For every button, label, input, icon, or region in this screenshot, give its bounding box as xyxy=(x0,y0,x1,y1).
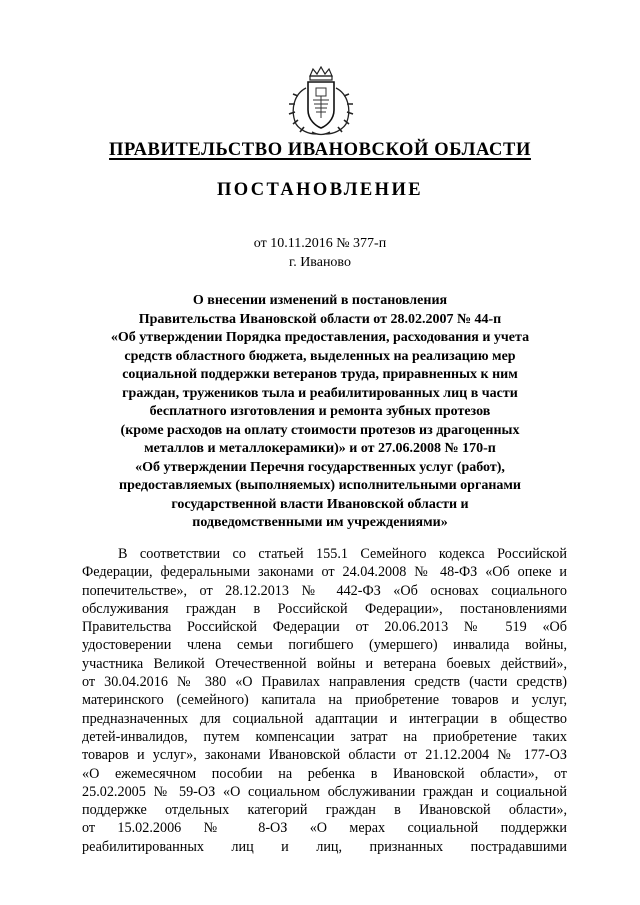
body-line: от 30.04.2016 № 380 «О Правилах направления средств (части средств) xyxy=(82,674,567,691)
body-line: материнского (семейного) капитала на приобретение товаров и услуг, xyxy=(82,692,567,709)
subject-line: «Об утверждении Порядка предоставления, расходования и учета xyxy=(110,330,530,345)
body-paragraph xyxy=(82,545,567,856)
subject-line: предоставляемых (выполняемых) исполнительными органами xyxy=(119,478,521,493)
body-line: В соответствии со статьей 155.1 Семейного кодекса Российской xyxy=(118,546,567,562)
subject-line: граждан, тружеников тыла и реабилитированных лиц в части xyxy=(122,385,518,401)
date-number: от 10.11.2016 № 377-п xyxy=(253,236,387,251)
subject-line: бесплатного изготовления и ремонта зубных протезов xyxy=(149,404,491,419)
body-line: Федерации, федеральными законами от 24.04.2008 № 48-ФЗ «Об опеке и xyxy=(82,564,567,581)
body-line: «О ежемесячном пособии на ребенка в Ивановской области», от xyxy=(82,765,567,782)
subject-line: О внесении изменений в постановления xyxy=(192,293,448,308)
subject-line: средств областного бюджета, выделенных на реализацию мер xyxy=(124,348,516,364)
subject-line: металлов и металлокерамики)» и от 27.06.2008 № 170-п xyxy=(144,441,496,456)
subject-line: (кроме расходов на оплату стоимости протезов из драгоценных xyxy=(120,422,520,438)
subject-line: государственной власти Ивановской области и xyxy=(171,496,469,512)
body-line: обслуживания граждан в Российской Федерации», постановлениями xyxy=(82,600,567,617)
subject-line: «Об утверждении Перечня государственных услуг (работ), xyxy=(135,459,505,475)
body-line: от 15.02.2006 № 8-ОЗ «О мерах социальной поддержки xyxy=(82,820,567,837)
document-meta xyxy=(0,234,640,272)
subject-line: Правительства Ивановской области от 28.02.2007 № 44-п xyxy=(138,311,502,327)
subject-line: подведомственными им учреждениями» xyxy=(192,515,448,530)
body-line: 25.02.2005 № 59-ОЗ «О социальном обслуживании граждан и социальной xyxy=(82,783,567,800)
subject-line: социальной поддержки ветеранов труда, приравненных к ним xyxy=(122,367,518,382)
body-line: предназначенных для социальной адаптации и интеграции в общество xyxy=(82,710,567,727)
body-line: участника Великой Отечественной войны и ветерана боевых действий», xyxy=(82,655,567,672)
body-line: Правительства Российской Федерации от 20.06.2013 № 519 «Об xyxy=(82,619,567,636)
government-title: ПРАВИТЕЛЬСТВО ИВАНОВСКОЙ ОБЛАСТИ xyxy=(109,140,531,160)
body-line: реабилитированных лиц и лиц, признанных пострадавшими xyxy=(82,838,567,855)
document-subject xyxy=(96,292,544,533)
coat-of-arms-icon xyxy=(286,66,356,138)
body-line: поддержке отдельных категорий граждан в Ивановской области», xyxy=(82,802,567,819)
body-line: удостоверении члена семьи погибшего (умершего) инвалида войны, xyxy=(82,637,567,654)
body-line: детей-инвалидов, путем компенсации затрат на приобретение таких xyxy=(82,728,567,745)
body-line: попечительстве», от 28.12.2013 № 442-ФЗ «Об основах социального xyxy=(82,582,567,599)
city: г. Иваново xyxy=(289,255,351,270)
document-type: ПОСТАНОВЛЕНИЕ xyxy=(216,180,423,200)
body-line: товаров и услуг», законами Ивановской области от 21.12.2004 № 177-ОЗ xyxy=(82,747,567,764)
